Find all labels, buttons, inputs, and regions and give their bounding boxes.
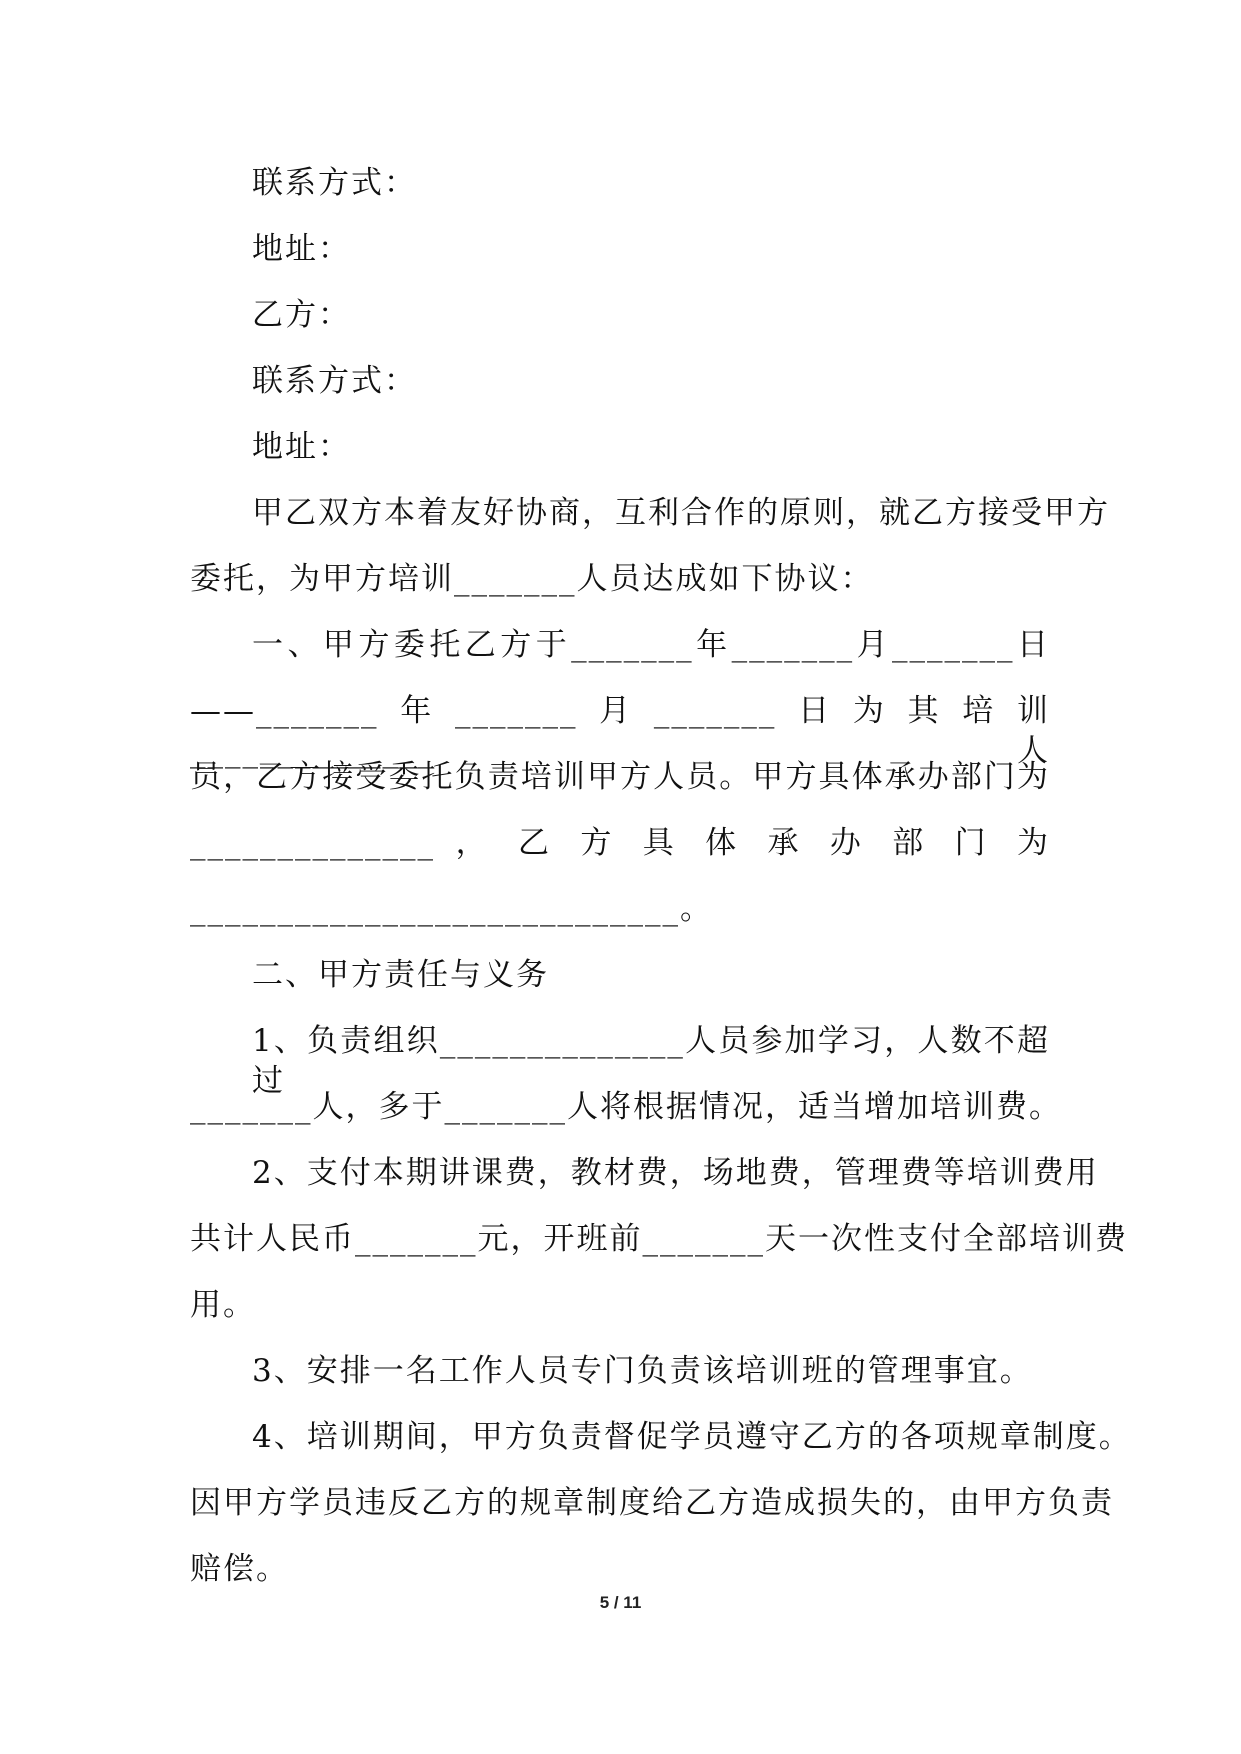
text-line: _______人，多于_______人将根据情况，适当增加培训费。 xyxy=(190,1089,1062,1125)
text-line: 4、培训期间，甲方负责督促学员遵守乙方的各项规章制度。 xyxy=(252,1419,1132,1455)
text-line: ____________________________。 xyxy=(190,891,713,927)
text-line: 3、安排一名工作人员专门负责该培训班的管理事宜。 xyxy=(252,1353,1033,1389)
text-line: 共计人民币_______元，开班前_______天一次性支付全部培训费 xyxy=(190,1221,1128,1257)
text-line: 甲乙双方本着友好协商，互利合作的原则，就乙方接受甲方 xyxy=(252,495,1110,531)
text-line: 联系方式： xyxy=(252,165,417,201)
text-line: 因甲方学员违反乙方的规章制度给乙方造成损失的，由甲方负责 xyxy=(190,1485,1114,1521)
text-line: 赔偿。 xyxy=(190,1551,289,1587)
text-line: 委托，为甲方培训_______人员达成如下协议： xyxy=(190,561,874,597)
text-line: 2、支付本期讲课费，教材费，场地费，管理费等培训费用 xyxy=(252,1155,1099,1191)
text-line: 一、甲方委托乙方于_______年_______月_______日 xyxy=(252,627,1050,663)
text-line: ______________ ， 乙 方 具 体 承 办 部 门 为 xyxy=(190,825,1050,861)
text-line: 1、负责组织______________人员参加学习，人数不超过 xyxy=(252,1023,1050,1099)
text-line: 联系方式： xyxy=(252,363,417,399)
text-line: 用。 xyxy=(190,1287,256,1323)
text-line: ——_______年_______月_______日为其培训______________人 xyxy=(190,693,1050,769)
text-line: 员，乙方接受委托负责培训甲方人员。甲方具体承办部门为 xyxy=(190,759,1050,795)
text-line: 地址： xyxy=(252,231,351,267)
text-line: 地址： xyxy=(252,429,351,465)
text-line: 乙方： xyxy=(252,297,351,333)
section-heading: 二、甲方责任与义务 xyxy=(252,957,549,993)
page-number: 5 / 11 xyxy=(599,1593,642,1612)
